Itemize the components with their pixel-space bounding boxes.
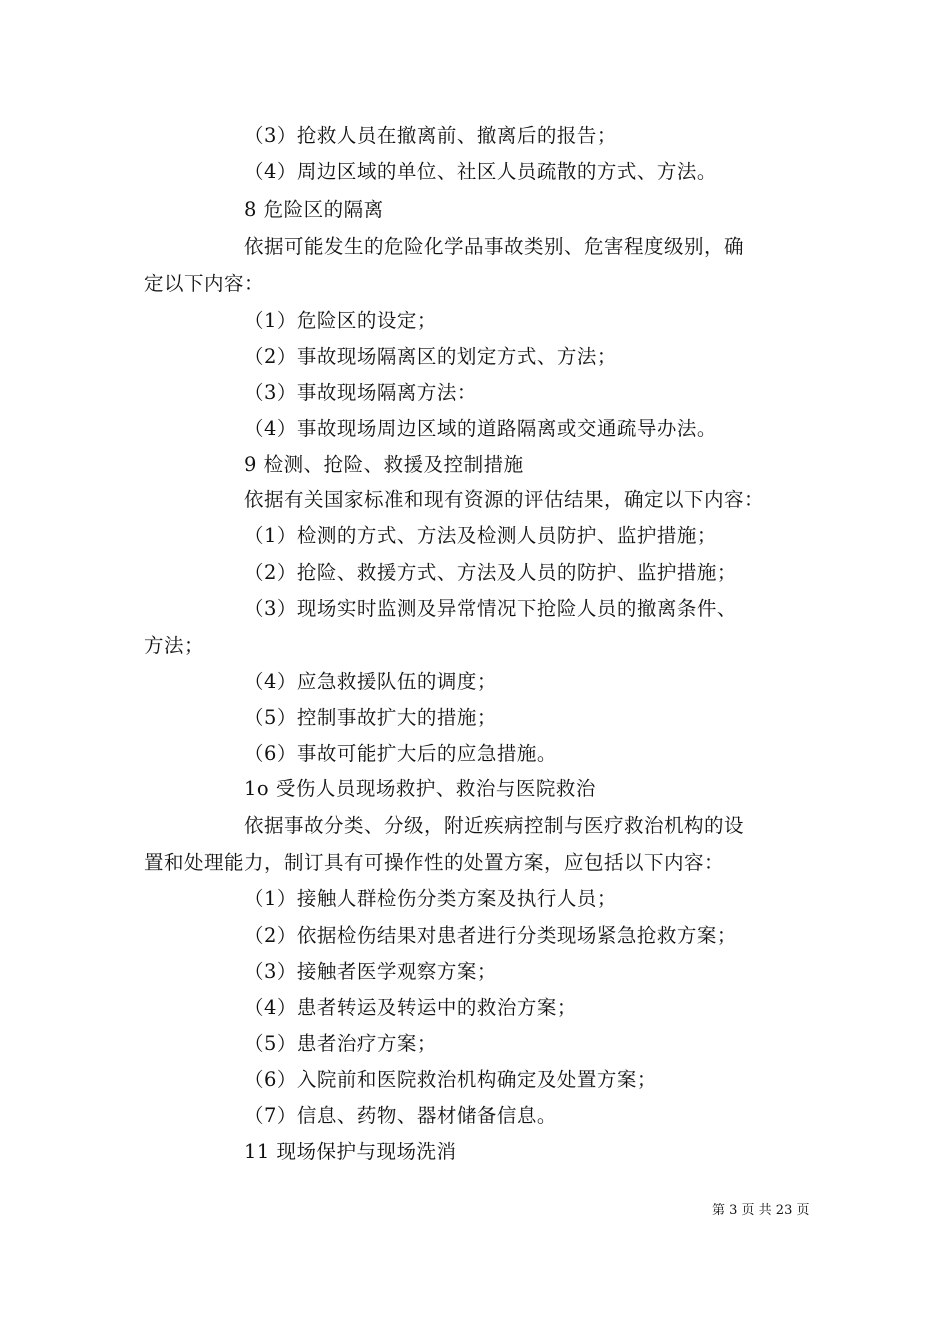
text-line: （4）事故现场周边区域的道路隔离或交通疏导办法。: [244, 417, 717, 440]
text-line: （2）事故现场隔离区的划定方式、方法；: [244, 345, 617, 368]
section-heading-8: 8 危险区的隔离: [244, 198, 384, 221]
text-line: （7）信息、药物、器材储备信息。: [244, 1104, 557, 1127]
text-line: （6）入院前和医院救治机构确定及处置方案；: [244, 1068, 657, 1091]
text-line: 方法；: [144, 634, 205, 657]
section-heading-10: 1o 受伤人员现场救护、救治与医院救治: [244, 777, 596, 800]
text-line: （5）控制事故扩大的措施；: [244, 706, 497, 729]
text-line: 定以下内容：: [144, 272, 265, 295]
text-line: 置和处理能力，制订具有可操作性的处置方案，应包括以下内容：: [144, 851, 725, 874]
text-line: 依据事故分类、分级，附近疾病控制与医疗救治机构的设: [244, 814, 745, 837]
text-line: （1）接触人群检伤分类方案及执行人员；: [244, 887, 617, 910]
page-number: 第 3 页 共 23 页: [712, 1203, 810, 1218]
text-line: （2）抢险、救援方式、方法及人员的防护、监护措施；: [244, 561, 737, 584]
text-line: （3）事故现场隔离方法：: [244, 381, 477, 404]
text-line: （3）现场实时监测及异常情况下抢险人员的撤离条件、: [244, 597, 737, 620]
text-line: （4）患者转运及转运中的救治方案；: [244, 996, 577, 1019]
text-line: （1）危险区的设定；: [244, 309, 437, 332]
text-line: （6）事故可能扩大后的应急措施。: [244, 742, 557, 765]
text-line: （4）周边区域的单位、社区人员疏散的方式、方法。: [244, 160, 717, 183]
section-heading-11: 11 现场保护与现场洗消: [244, 1140, 457, 1163]
text-line: （1）检测的方式、方法及检测人员防护、监护措施；: [244, 524, 717, 547]
text-line: （2）依据检伤结果对患者进行分类现场紧急抢救方案；: [244, 924, 737, 947]
text-line: （5）患者治疗方案；: [244, 1032, 437, 1055]
text-line: （3）接触者医学观察方案；: [244, 960, 497, 983]
section-heading-9: 9 检测、抢险、救援及控制措施: [244, 453, 524, 476]
text-line: 依据有关国家标准和现有资源的评估结果，确定以下内容：: [244, 488, 765, 511]
text-line: （4）应急救援队伍的调度；: [244, 670, 497, 693]
text-line: （3）抢救人员在撤离前、撤离后的报告；: [244, 124, 617, 147]
text-line: 依据可能发生的危险化学品事故类别、危害程度级别，确: [244, 235, 745, 258]
